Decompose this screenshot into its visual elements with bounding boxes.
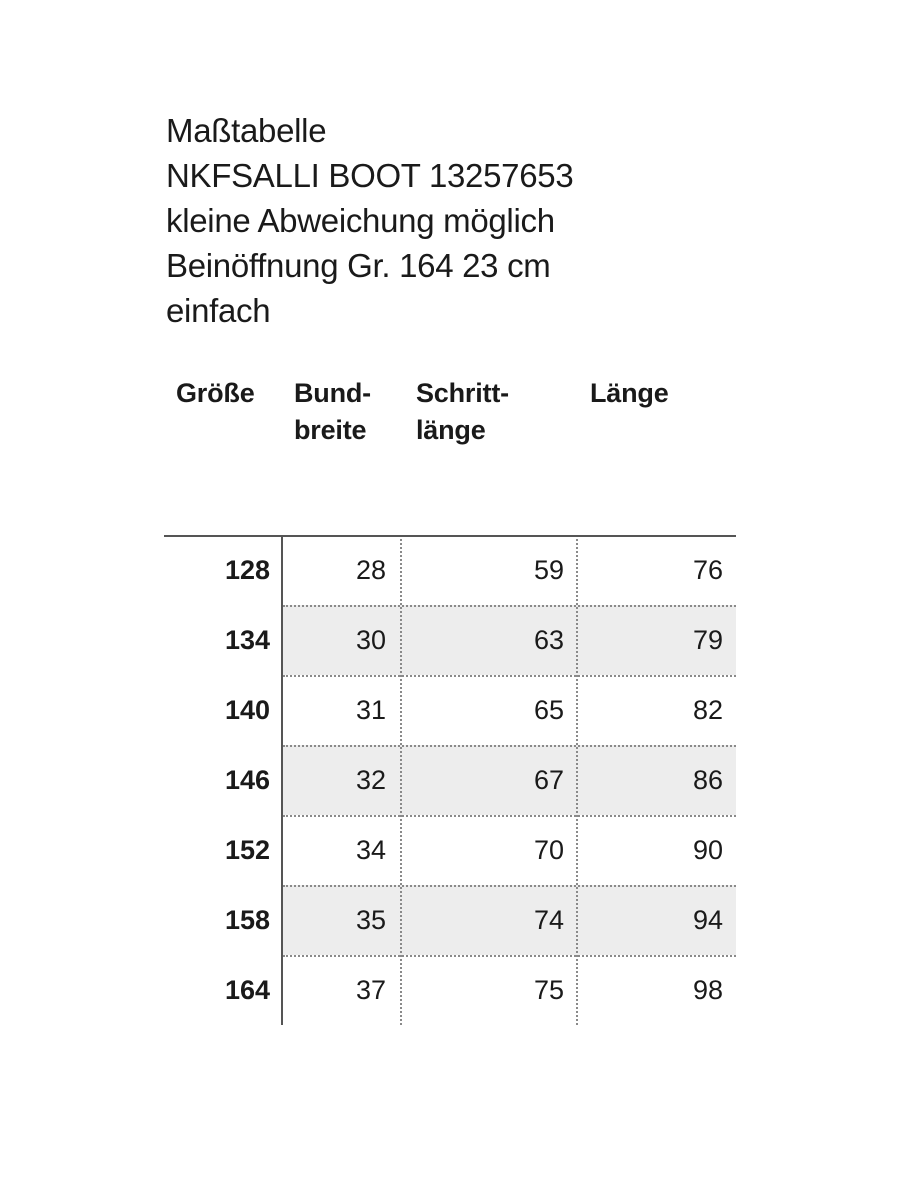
length-cell: 79 (692, 625, 723, 655)
size-cell: 140 (224, 695, 270, 725)
inseam-cell: 74 (533, 905, 564, 935)
waist-cell: 28 (355, 555, 386, 585)
chart-intro (166, 108, 573, 333)
size-cell: 128 (224, 555, 270, 585)
column-divider (576, 535, 578, 1025)
length-cell: 82 (692, 695, 723, 725)
waist-cell: 30 (355, 625, 386, 655)
header-inseam: Schritt- länge (416, 378, 509, 445)
table-row (164, 955, 736, 1025)
waist-cell: 37 (355, 975, 386, 1005)
size-cell: 146 (224, 765, 270, 795)
leg-opening-note: Beinöffnung Gr. 164 23 cm (166, 247, 551, 284)
size-cell: 152 (224, 835, 270, 865)
inseam-cell: 59 (533, 555, 564, 585)
table-row (164, 745, 736, 815)
waist-cell: 34 (355, 835, 386, 865)
inseam-cell: 75 (533, 975, 564, 1005)
size-cell: 134 (224, 625, 270, 655)
header-size: Größe (176, 378, 255, 408)
waist-cell: 31 (355, 695, 386, 725)
size-column-rule (281, 535, 283, 1025)
length-cell: 94 (692, 905, 723, 935)
length-cell: 76 (692, 555, 723, 585)
table-row (164, 885, 736, 955)
deviation-note: kleine Abweichung möglich (166, 202, 555, 239)
table-row (164, 675, 736, 745)
waist-cell: 35 (355, 905, 386, 935)
column-divider (400, 535, 402, 1025)
fit-note: einfach (166, 292, 271, 329)
header-waist: Bund- breite (294, 378, 371, 445)
inseam-cell: 63 (533, 625, 564, 655)
inseam-cell: 65 (533, 695, 564, 725)
inseam-cell: 67 (533, 765, 564, 795)
size-cell: 158 (224, 905, 270, 935)
inseam-cell: 70 (533, 835, 564, 865)
length-cell: 90 (692, 835, 723, 865)
length-cell: 98 (692, 975, 723, 1005)
waist-cell: 32 (355, 765, 386, 795)
size-cell: 164 (224, 975, 270, 1005)
product-name: NKFSALLI BOOT 13257653 (166, 157, 574, 194)
header-length: Länge (590, 378, 669, 408)
table-row (164, 535, 736, 605)
length-cell: 86 (692, 765, 723, 795)
title-text: Maßtabelle (166, 112, 327, 149)
table-top-rule (164, 535, 736, 537)
table-row (164, 605, 736, 675)
table-row (164, 815, 736, 885)
